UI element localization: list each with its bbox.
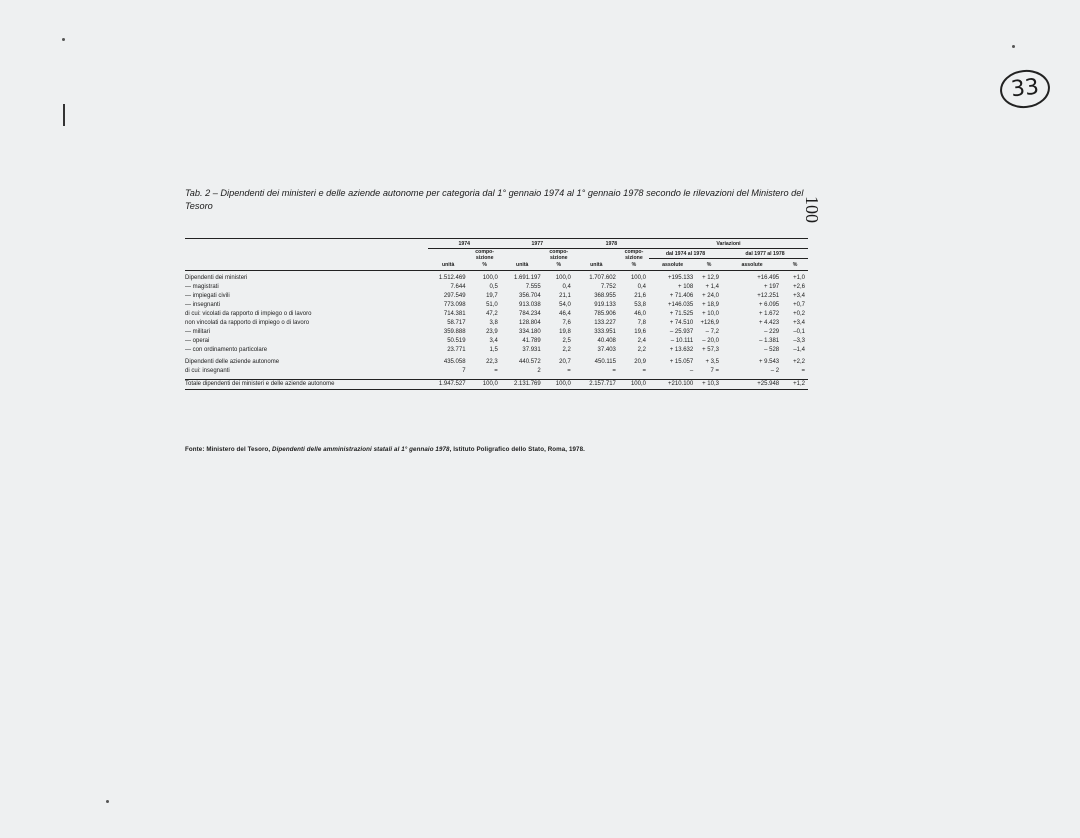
- cell-value: +12.251: [757, 293, 780, 299]
- cell-value: 51,0: [486, 302, 498, 308]
- cell-value: –: [689, 368, 694, 374]
- cell-value: 7.752: [600, 284, 616, 290]
- cell-value: + 74.510: [669, 320, 694, 326]
- cell-value: +210.100: [649, 380, 696, 390]
- cell-value: =: [612, 368, 616, 374]
- table-total-row: [185, 380, 808, 390]
- table-row: [185, 337, 808, 346]
- side-page-number: 100: [802, 196, 822, 223]
- cell-value: 21,1: [559, 293, 571, 299]
- cell-value: 46,4: [559, 311, 571, 317]
- row-label: Dipendenti delle aziende autonome: [185, 359, 280, 365]
- table-row: [185, 274, 808, 283]
- col-assolute: assolute: [741, 261, 763, 268]
- year-header: 1974: [428, 241, 501, 248]
- cell-value: 50.519: [447, 338, 466, 344]
- cell-value: + 15.057: [669, 359, 694, 365]
- cell-value: 2: [537, 368, 541, 374]
- cell-value: 0,4: [637, 284, 646, 290]
- table-row: [185, 283, 808, 292]
- cell-value: 2,4: [637, 338, 646, 344]
- cell-value: =: [642, 368, 646, 374]
- year-header: 1978: [574, 241, 649, 248]
- cell-value: 23.771: [447, 347, 466, 353]
- cell-value: 2.131.769: [501, 380, 544, 390]
- cell-value: 100,0: [469, 380, 501, 390]
- col-composizione: compo- sizione %: [624, 248, 644, 268]
- cell-value: 450.115: [594, 359, 616, 365]
- cell-value: + 71.406: [669, 293, 694, 299]
- cell-value: 297.549: [443, 293, 466, 299]
- row-label: — impiegati civili: [185, 293, 230, 299]
- cell-value: 46,0: [634, 311, 646, 317]
- row-label: Totale dipendenti dei ministeri e delle aziende autonome: [185, 380, 428, 390]
- cell-value: + 13.632: [669, 347, 694, 353]
- cell-value: 53,8: [634, 302, 646, 308]
- cell-value: + 3,5: [705, 359, 719, 365]
- cell-value: – 10.111: [670, 338, 694, 344]
- col-assolute: assolute: [662, 261, 684, 268]
- cell-value: 21,6: [634, 293, 646, 299]
- cell-value: 2,2: [637, 347, 646, 353]
- cell-value: + 71.525: [669, 311, 694, 317]
- cell-value: 7 =: [710, 368, 719, 374]
- table-body-aziende: [185, 358, 808, 376]
- cell-value: 7.644: [450, 284, 466, 290]
- cell-value: 58.717: [447, 320, 466, 326]
- cell-value: –3,3: [793, 338, 805, 344]
- cell-value: 714.381: [443, 311, 466, 317]
- handwritten-page-mark: 33: [998, 67, 1052, 110]
- table-row: [185, 328, 808, 337]
- row-label: — magistrati: [185, 284, 219, 290]
- cell-value: 3,8: [489, 320, 498, 326]
- cell-value: 100,0: [555, 275, 571, 281]
- table-row: [185, 367, 808, 376]
- cell-value: +3,4: [793, 320, 805, 326]
- cell-value: 22,3: [486, 359, 498, 365]
- year-header: 1977: [501, 241, 574, 248]
- cell-value: =: [801, 368, 805, 374]
- cell-value: +2,6: [793, 284, 805, 290]
- row-label: di cui: vicolati da rapporto di impiego o di lavoro: [185, 311, 312, 317]
- cell-value: + 197: [763, 284, 780, 290]
- cell-value: 47,2: [486, 311, 498, 317]
- statistics-table: [185, 238, 808, 390]
- cell-value: 1,5: [489, 347, 498, 353]
- cell-value: 100,0: [482, 275, 498, 281]
- cell-value: 40.408: [597, 338, 616, 344]
- cell-value: 1.947.527: [428, 380, 469, 390]
- cell-value: + 6.095: [758, 302, 780, 308]
- table-row: [185, 301, 808, 310]
- cell-value: – 25.937: [669, 329, 694, 335]
- cell-value: 0,5: [489, 284, 498, 290]
- cell-value: + 1.672: [758, 311, 780, 317]
- cell-value: 7,6: [562, 320, 571, 326]
- row-label: — con ordinamento particolare: [185, 347, 268, 353]
- cell-value: + 10,0: [702, 311, 719, 317]
- col-unita: unità: [441, 261, 455, 268]
- var-period-header: dal 1977 al 1978: [722, 248, 808, 258]
- table-body-ministeri: [185, 274, 808, 355]
- cell-value: 0,4: [562, 284, 571, 290]
- source-note: Fonte: Ministero del Tesoro, Dipendenti delle amministrazioni statali al 1° gennaio 1978, Istituto Poligrafico dello Stato, Roma, 1978.: [185, 446, 585, 453]
- cell-value: 368.955: [594, 293, 616, 299]
- cell-value: – 7,2: [705, 329, 719, 335]
- var-period-header: dal 1974 al 1978: [649, 248, 722, 258]
- cell-value: 2,5: [562, 338, 571, 344]
- row-label: non vincolati da rapporto di impiego o di lavoro: [185, 320, 310, 326]
- cell-value: +0,7: [793, 302, 805, 308]
- cell-value: + 10,3: [696, 380, 722, 390]
- cell-value: 333.951: [594, 329, 616, 335]
- scan-speck: [1012, 45, 1015, 48]
- row-label: — militari: [185, 329, 210, 335]
- cell-value: 54,0: [559, 302, 571, 308]
- cell-value: 128.804: [519, 320, 541, 326]
- scan-speck: [106, 800, 109, 803]
- cell-value: +25.948: [722, 380, 782, 390]
- cell-value: 3,4: [489, 338, 498, 344]
- cell-value: 100,0: [544, 380, 574, 390]
- cell-value: +16.495: [757, 275, 780, 281]
- cell-value: 1.512.469: [438, 275, 466, 281]
- col-unita: unità: [516, 261, 529, 268]
- cell-value: –0,1: [793, 329, 805, 335]
- cell-value: + 9.543: [758, 359, 780, 365]
- cell-value: – 1.381: [759, 338, 780, 344]
- cell-value: 1.707.602: [589, 275, 616, 281]
- cell-value: + 108: [678, 284, 694, 290]
- row-label: — insegnanti: [185, 302, 221, 308]
- cell-value: 19,7: [486, 293, 498, 299]
- cell-value: +1,2: [782, 380, 808, 390]
- cell-value: 37.931: [522, 347, 541, 353]
- cell-value: 19,8: [559, 329, 571, 335]
- cell-value: + 4.423: [758, 320, 780, 326]
- cell-value: 785.906: [594, 311, 616, 317]
- cell-value: 784.234: [519, 311, 541, 317]
- cell-value: + 24,0: [702, 293, 719, 299]
- variazioni-header: Variazioni: [649, 241, 808, 248]
- cell-value: 435.058: [443, 359, 466, 365]
- cell-value: 356.704: [519, 293, 541, 299]
- cell-value: 20,7: [559, 359, 571, 365]
- cell-value: +146.035: [668, 302, 694, 308]
- cell-value: 919.133: [594, 302, 616, 308]
- cell-value: =: [494, 368, 498, 374]
- cell-value: + 1,4: [705, 284, 719, 290]
- cell-value: 7,8: [637, 320, 646, 326]
- cell-value: 41.789: [522, 338, 541, 344]
- cell-value: 2,2: [562, 347, 571, 353]
- cell-value: +3,4: [793, 293, 805, 299]
- cell-value: 20,9: [634, 359, 646, 365]
- cell-value: 7.555: [525, 284, 541, 290]
- row-label: Dipendenti dei ministeri: [185, 275, 248, 281]
- cell-value: 913.038: [519, 302, 541, 308]
- table-row: [185, 358, 808, 367]
- cell-value: 23,9: [486, 329, 498, 335]
- cell-value: 1.691.197: [514, 275, 541, 281]
- table-row: [185, 310, 808, 319]
- col-composizione: compo- sizione %: [475, 248, 495, 268]
- cell-value: + 12,9: [702, 275, 719, 281]
- cell-value: 37.403: [597, 347, 616, 353]
- cell-value: +1,0: [793, 275, 805, 281]
- table-row: [185, 292, 808, 301]
- cell-value: – 229: [764, 329, 780, 335]
- cell-value: – 20,0: [702, 338, 719, 344]
- table-caption: Tab. 2 – Dipendenti dei ministeri e delle aziende autonome per categoria dal 1° gennaio 1974 al 1° gennaio 1978 secondo le rilevazioni del Ministero del Tesoro: [185, 188, 804, 211]
- cell-value: 334.180: [519, 329, 541, 335]
- cell-value: 133.227: [594, 320, 616, 326]
- cell-value: 7: [462, 368, 466, 374]
- cell-value: 19,6: [634, 329, 646, 335]
- cell-value: 359.888: [443, 329, 466, 335]
- cell-value: – 2: [770, 368, 780, 374]
- col-pct: %: [792, 261, 798, 268]
- cell-value: 2.157.717: [574, 380, 619, 390]
- table-row: [185, 346, 808, 355]
- cell-value: +195.133: [668, 275, 694, 281]
- cell-value: 100,0: [619, 380, 649, 390]
- scan-speck: [62, 38, 65, 41]
- table-row: [185, 319, 808, 328]
- col-unita: unità: [590, 261, 603, 268]
- margin-pen-mark: [63, 104, 65, 126]
- cell-value: +0,2: [793, 311, 805, 317]
- cell-value: +126,9: [700, 320, 719, 326]
- cell-value: +2,2: [793, 359, 805, 365]
- cell-value: 100,0: [630, 275, 646, 281]
- cell-value: 440.572: [519, 359, 541, 365]
- cell-value: =: [567, 368, 571, 374]
- col-composizione: compo- sizione %: [549, 248, 569, 268]
- cell-value: + 57,3: [702, 347, 719, 353]
- cell-value: + 18,9: [702, 302, 719, 308]
- row-label: di cui: insegnanti: [185, 368, 230, 374]
- cell-value: – 528: [764, 347, 780, 353]
- cell-value: –1,4: [793, 347, 805, 353]
- row-label: — operai: [185, 338, 210, 344]
- col-pct: %: [706, 261, 712, 268]
- cell-value: 773.098: [443, 302, 466, 308]
